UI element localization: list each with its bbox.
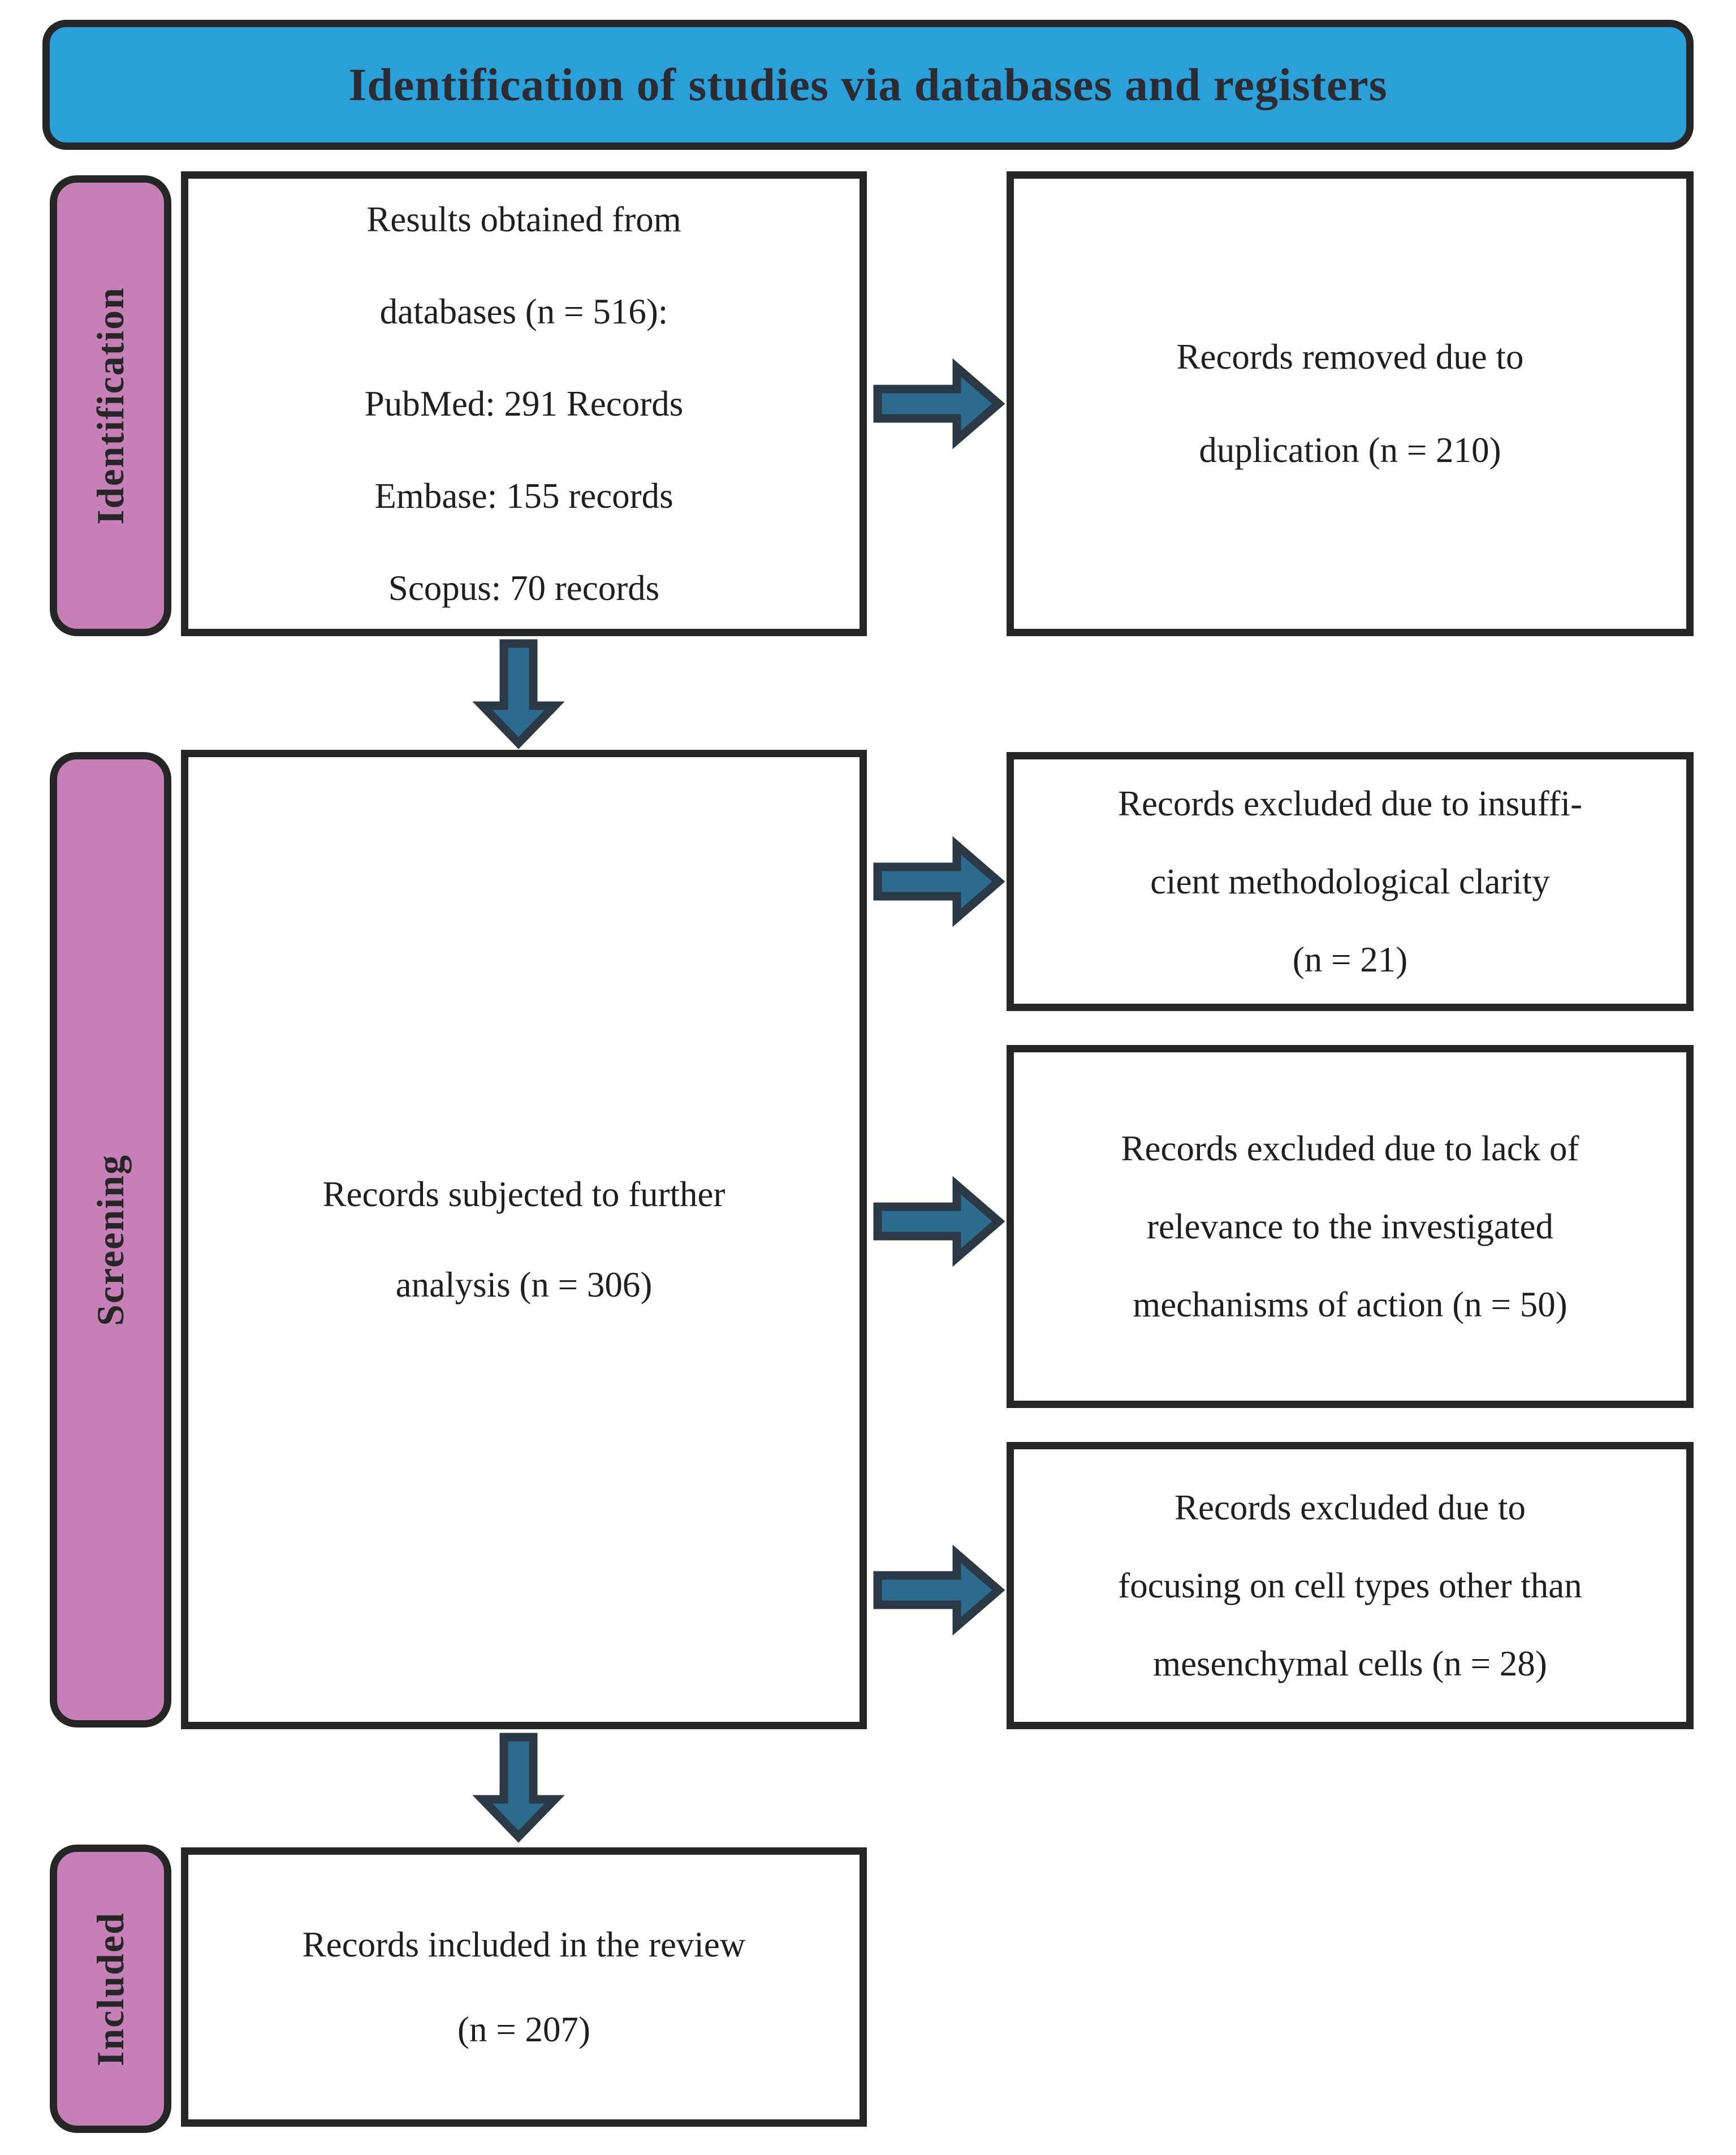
stage-label-included-text: Included (89, 1911, 132, 2066)
box-excluded-other-cell-types-line: mesenchymal cells (n = 28) (1153, 1644, 1547, 1683)
box-excluded-lack-of-relevance-line: mechanisms of action (n = 50) (1133, 1285, 1567, 1324)
stage-label-included (50, 1845, 171, 2133)
stage-label-identification-text: Identification (89, 287, 132, 525)
arrow-down-icon (468, 1731, 569, 1842)
diagram-title-banner (42, 20, 1694, 150)
arrow-down-icon (468, 638, 569, 749)
stage-label-screening (50, 752, 171, 1728)
box-database-results-line: PubMed: 291 Records (364, 383, 684, 424)
box-excluded-lack-of-relevance (1007, 1045, 1694, 1408)
stage-label-identification (50, 175, 171, 636)
box-included-records-line: Records included in the review (302, 1925, 746, 1964)
box-excluded-lack-of-relevance-line: relevance to the investigated (1147, 1207, 1553, 1246)
box-duplicates-removed-line: Records removed due to (1176, 337, 1524, 377)
box-excluded-lack-of-relevance-line: Records excluded due to lack of (1121, 1129, 1579, 1168)
box-excluded-other-cell-types-line: focusing on cell types other than (1118, 1566, 1582, 1605)
box-further-analysis-line: analysis (n = 306) (395, 1265, 653, 1305)
box-included-records (181, 1847, 867, 2127)
arrow-right-icon (871, 353, 1005, 455)
diagram-title: Identification of studies via databases and registers (348, 59, 1388, 110)
box-database-results-line: Scopus: 70 records (388, 568, 660, 608)
box-further-analysis (181, 750, 867, 1729)
stage-label-screening-text: Screening (89, 1154, 132, 1326)
box-database-results (181, 171, 867, 636)
box-database-results-line: Results obtained from (366, 199, 681, 239)
box-database-results-line: Embase: 155 records (374, 476, 673, 516)
box-database-results-line: databases (n = 516): (379, 291, 668, 331)
box-duplicates-removed-line: duplication (n = 210) (1199, 430, 1501, 470)
box-included-records-line: (n = 207) (457, 2010, 590, 2049)
arrow-right-icon (871, 831, 1005, 932)
box-duplicates-removed (1007, 171, 1694, 636)
box-excluded-methodological-clarity (1007, 752, 1694, 1011)
box-excluded-methodological-clarity-line: (n = 21) (1292, 940, 1408, 979)
box-excluded-methodological-clarity-line: cient methodological clarity (1150, 862, 1550, 901)
box-further-analysis-line: Records subjected to further (322, 1174, 726, 1214)
arrow-right-icon (871, 1539, 1005, 1641)
box-excluded-methodological-clarity-line: Records excluded due to insuffi- (1117, 784, 1583, 823)
arrow-right-icon (871, 1171, 1005, 1272)
box-excluded-other-cell-types-line: Records excluded due to (1174, 1488, 1526, 1527)
box-excluded-other-cell-types (1007, 1442, 1694, 1729)
